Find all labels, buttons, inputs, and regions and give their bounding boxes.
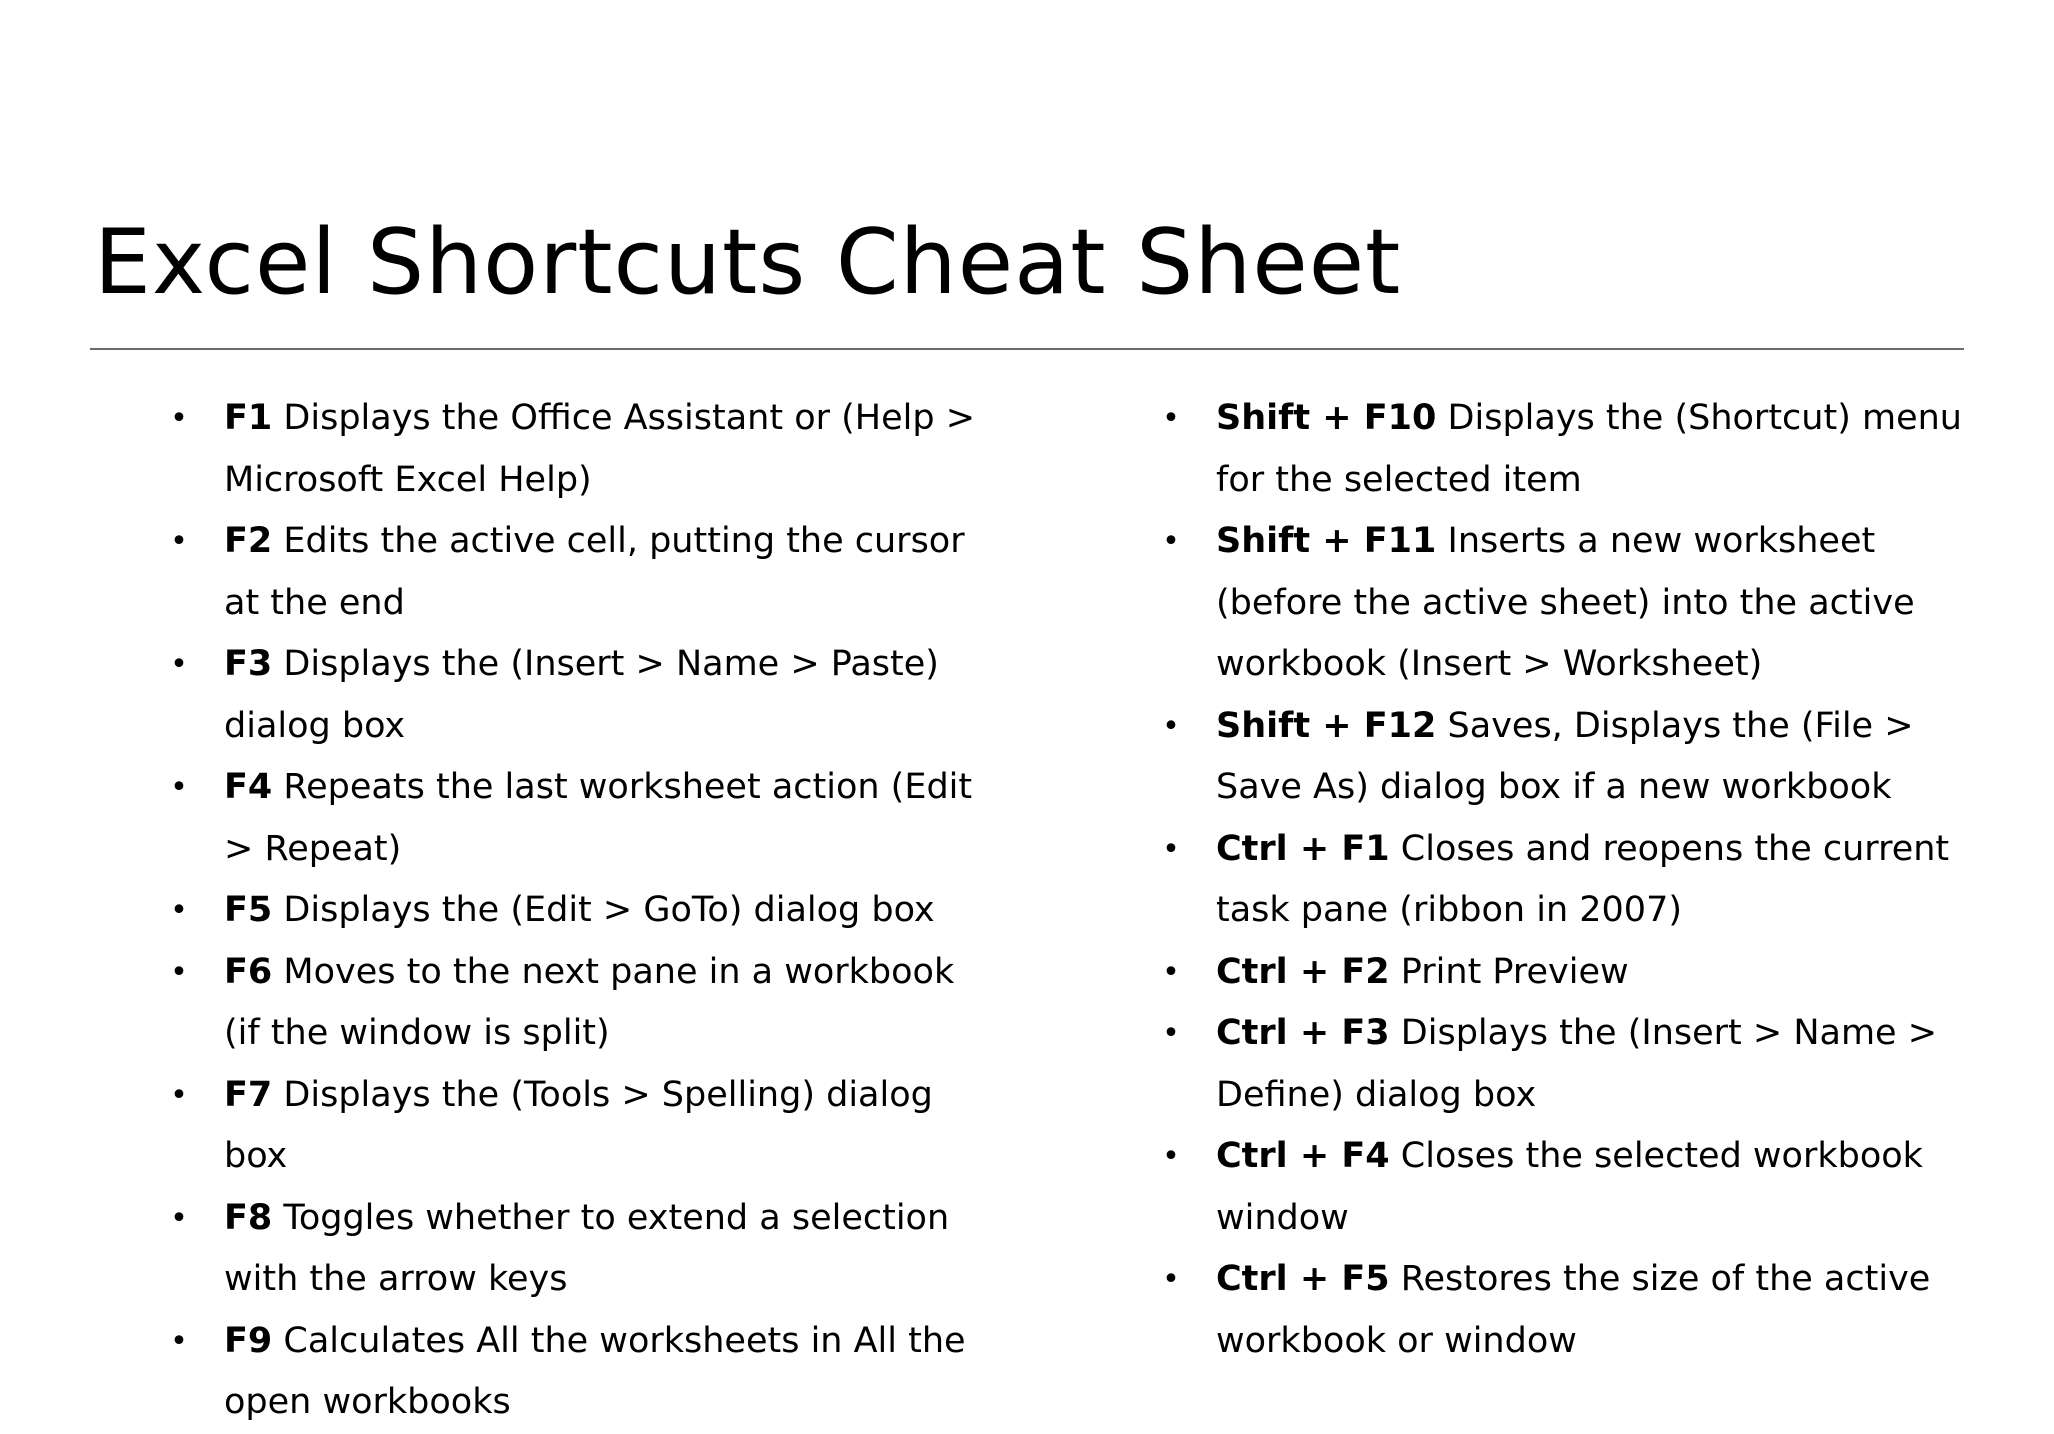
shortcut-item — [1162, 388, 1964, 511]
shortcut-key: Ctrl + F5 — [1216, 1259, 1390, 1299]
bullet-icon: • — [1162, 524, 1180, 559]
shortcut-description: Displays the Office Assistant or (Help > Microsoft Excel Help) — [224, 398, 976, 500]
bullet-icon: • — [170, 524, 188, 559]
shortcut-description: Closes and reopens the current task pane (ribbon in 2007) — [1216, 828, 1950, 930]
shortcut-description: Restores the size of the active workbook or window — [1216, 1259, 1931, 1361]
shortcut-key: F5 — [224, 890, 273, 930]
title-divider — [90, 348, 1964, 350]
bullet-icon: • — [170, 1200, 188, 1236]
bullet-icon: • — [1162, 831, 1180, 867]
shortcut-key: F6 — [224, 951, 273, 992]
shortcut-item — [1162, 819, 1964, 942]
bullet-icon: • — [170, 647, 188, 682]
shortcut-key: F8 — [224, 1197, 273, 1238]
shortcut-description: Closes the selected workbook window — [1216, 1136, 1923, 1238]
shortcut-key: Ctrl + F3 — [1216, 1013, 1390, 1053]
shortcut-key: Shift + F12 — [1216, 705, 1437, 746]
bullet-icon: • — [1162, 1139, 1180, 1174]
shortcut-description: Displays the (Shortcut) menu for the selected item — [1216, 398, 1962, 500]
shortcut-item — [170, 388, 984, 511]
shortcut-item — [1162, 1249, 1964, 1372]
shortcut-description: Displays the (Insert > Name > Define) dialog box — [1216, 1013, 1938, 1115]
shortcut-key: Shift + F10 — [1216, 398, 1437, 438]
shortcut-item — [170, 757, 984, 880]
shortcut-key: Ctrl + F4 — [1216, 1136, 1390, 1176]
shortcut-item — [1162, 1003, 1964, 1126]
shortcut-description: Repeats the last worksheet action (Edit > Repeat) — [224, 767, 973, 869]
shortcut-item — [170, 942, 984, 1065]
bullet-icon: • — [170, 401, 188, 436]
bullet-icon: • — [170, 1323, 188, 1359]
shortcut-description: Displays the (Insert > Name > Paste) dialog box — [224, 644, 939, 746]
page-title: Excel Shortcuts Cheat Sheet — [94, 210, 1402, 315]
shortcut-item — [1162, 511, 1964, 696]
bullet-icon: • — [1162, 1262, 1180, 1297]
bullet-icon: • — [1162, 1016, 1180, 1051]
shortcut-key: F3 — [224, 644, 273, 684]
shortcut-item — [170, 511, 984, 634]
bullet-icon: • — [1162, 401, 1180, 436]
bullet-icon: • — [170, 954, 188, 990]
shortcut-item — [1162, 696, 1964, 819]
shortcut-description: Toggles whether to extend a selection with the arrow keys — [224, 1197, 950, 1299]
shortcut-item — [1162, 1126, 1964, 1249]
shortcut-item — [170, 880, 984, 942]
shortcut-key: F1 — [224, 398, 273, 438]
shortcut-description: Saves, Displays the (File > Save As) dialog box if a new workbook — [1216, 705, 1914, 807]
shortcut-item — [170, 1065, 984, 1188]
shortcut-description: Displays the (Tools > Spelling) dialog box — [224, 1074, 933, 1176]
shortcut-list-left — [170, 388, 984, 1434]
shortcut-list-right — [1162, 388, 1964, 1372]
shortcut-description: Calculates All the worksheets in All the open workbooks — [224, 1320, 966, 1422]
shortcut-key: F4 — [224, 767, 273, 807]
shortcut-description: Print Preview — [1400, 951, 1629, 992]
bullet-icon: • — [1162, 954, 1180, 990]
shortcut-key: F9 — [224, 1320, 273, 1361]
shortcut-key: Ctrl + F2 — [1216, 951, 1390, 992]
shortcut-item — [170, 634, 984, 757]
shortcut-item — [1162, 942, 1964, 1004]
shortcut-description: Edits the active cell, putting the cursor at the end — [224, 521, 965, 623]
shortcut-description: Inserts a new worksheet (before the active sheet) into the active workbook (Insert > Worksheet) — [1216, 521, 1915, 684]
bullet-icon: • — [170, 893, 188, 928]
shortcut-description: Moves to the next pane in a workbook (if the window is split) — [224, 951, 955, 1053]
shortcut-key: Ctrl + F1 — [1216, 828, 1390, 869]
bullet-icon: • — [170, 770, 188, 805]
shortcut-key: F2 — [224, 521, 273, 561]
shortcut-description: Displays the (Edit > GoTo) dialog box — [283, 890, 935, 930]
shortcut-key: Shift + F11 — [1216, 521, 1437, 561]
bullet-icon: • — [170, 1077, 188, 1113]
shortcut-item — [170, 1188, 984, 1311]
shortcut-item — [170, 1311, 984, 1434]
bullet-icon: • — [1162, 708, 1180, 744]
shortcut-key: F7 — [224, 1074, 273, 1115]
